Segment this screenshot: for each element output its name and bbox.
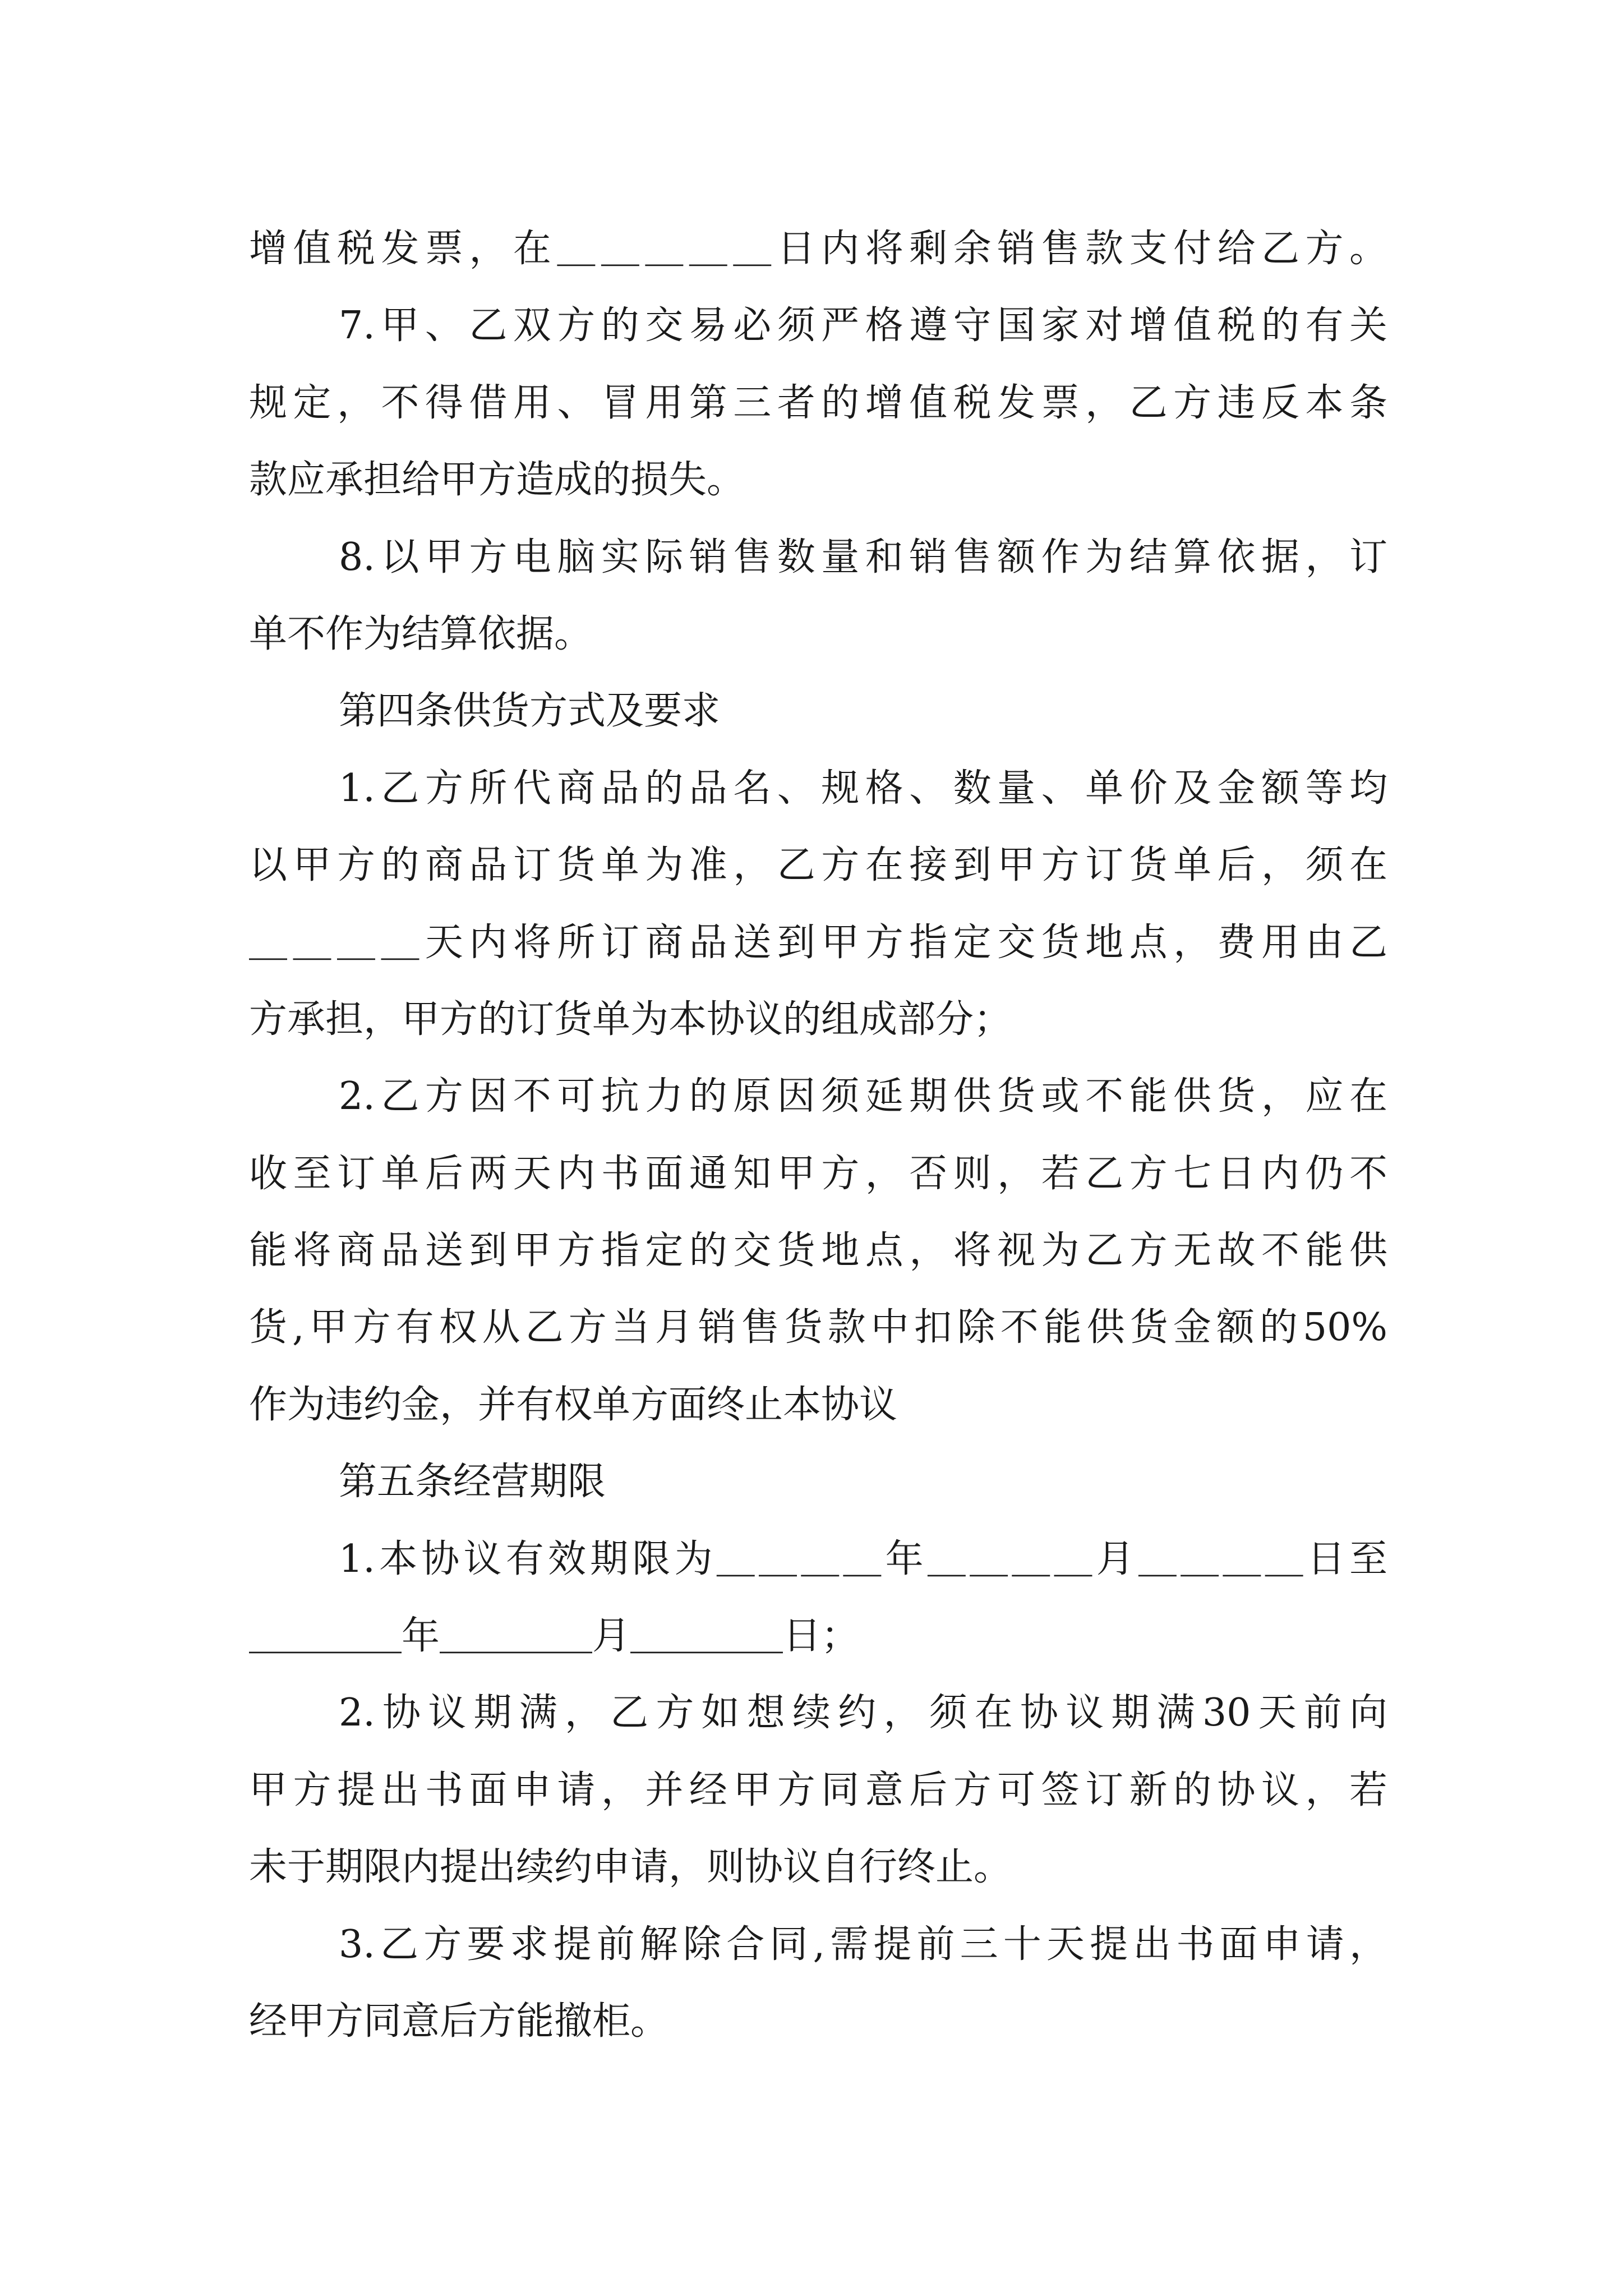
- text-line: 2.协议期满，乙方如想续约，须在协议期满30天前向: [339, 1691, 1387, 1736]
- text-line: 方承担，甲方的订货单为本协议的组成部分；: [249, 997, 1012, 1042]
- text-line: 规定，不得借用、冒用第三者的增值税发票，乙方违反本条: [249, 380, 1387, 425]
- text-line: ＿＿＿＿天内将所订商品送到甲方指定交货地点，费用由乙: [249, 920, 1387, 965]
- text-line: 1.本协议有效期限为＿＿＿＿年＿＿＿＿月＿＿＿＿日至: [339, 1536, 1387, 1581]
- text-line: 8.以甲方电脑实际销售数量和销售额作为结算依据，订: [339, 535, 1387, 579]
- text-line: 7.甲、乙双方的交易必须严格遵守国家对增值税的有关: [339, 303, 1387, 348]
- text-line: 甲方提出书面申请，并经甲方同意后方可签订新的协议，若: [249, 1768, 1387, 1812]
- text-line: 货,甲方有权从乙方当月销售货款中扣除不能供货金额的50%: [249, 1305, 1387, 1350]
- text-line: 能将商品送到甲方指定的交货地点，将视为乙方无故不能供: [249, 1228, 1387, 1273]
- text-line: 增值税发票，在＿＿＿＿＿日内将剩余销售款支付给乙方。: [249, 227, 1387, 271]
- text-line: 作为违约金，并有权单方面终止本协议: [249, 1382, 898, 1427]
- text-line: 3.乙方要求提前解除合同,需提前三十天提出书面申请，: [339, 1922, 1387, 1967]
- section-heading: 第四条供货方式及要求: [339, 689, 721, 734]
- text-line: 单不作为结算依据。: [249, 611, 593, 656]
- text-line: 2.乙方因不可抗力的原因须延期供货或不能供货，应在: [339, 1074, 1387, 1119]
- text-line: 1.乙方所代商品的品名、规格、数量、单价及金额等均: [339, 766, 1387, 811]
- text-line: 款应承担给甲方造成的损失。: [249, 458, 745, 503]
- text-line: 未于期限内提出续约申请，则协议自行终止。: [249, 1845, 1012, 1890]
- text-line: ＿＿＿＿年＿＿＿＿月＿＿＿＿日；: [249, 1614, 860, 1659]
- section-heading: 第五条经营期限: [339, 1460, 606, 1504]
- text-line: 以甲方的商品订货单为准，乙方在接到甲方订货单后，须在: [249, 843, 1387, 888]
- document-body: [249, 210, 1387, 2060]
- text-line: 经甲方同意后方能撤柜。: [249, 1999, 669, 2044]
- text-line: 收至订单后两天内书面通知甲方，否则，若乙方七日内仍不: [249, 1151, 1387, 1196]
